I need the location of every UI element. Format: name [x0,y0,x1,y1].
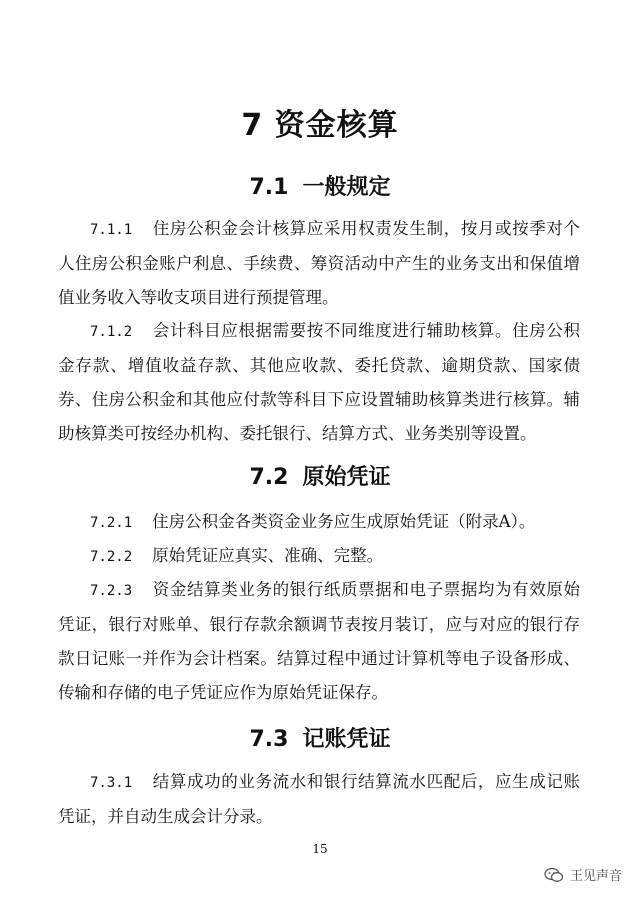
section-title-text: 原始凭证 [302,465,391,490]
section-number: 7.3 [249,727,289,752]
section-title-7-3 [0,722,640,753]
clause-number: 7.1.1 [90,222,133,238]
chapter-title: 7 资金核算 [241,108,399,143]
paragraph-text: 结算成功的业务流水和银行结算流水匹配后，应生成记账凭证，并自动生成会计分录。 [58,772,580,826]
section-title-text: 记账凭证 [302,727,391,752]
paragraph-text: 原始凭证应真实、准确、完整。 [152,546,384,565]
section-title-text: 一般规定 [302,175,391,200]
paragraph-7-2-1 [58,505,580,540]
clause-number: 7.1.2 [90,324,133,340]
section-title-7-1 [0,170,640,201]
paragraph-7-1-2 [58,314,580,451]
paragraph-text: 会计科目应根据需要按不同维度进行辅助核算。住房公积金存款、增值收益存款、其他应收款、委托贷款、逾期贷款、国家债券、住房公积金和其他应付款等科目下应设置辅助核算类进行核算。辅助核算类可按经办机构、委托银行、结算方式、业务类别等设置。 [58,321,580,443]
paragraph-text: 资金结算类业务的银行纸质票据和电子票据均为有效原始凭证，银行对账单、银行存款余额调节表按月装订，应与对应的银行存款日记账一并作为会计档案。结算过程中通过计算机等电子设备形成、传输和存储的电子凭证应作为原始凭证保存。 [58,580,580,702]
clause-number: 7.2.1 [90,515,133,531]
clause-number: 7.2.3 [90,583,133,599]
page-number: 15 [312,842,328,856]
section-number: 7.1 [249,175,289,200]
paragraph-7-1-1 [58,212,580,315]
paragraph-7-2-3 [58,573,580,710]
wechat-icon [544,867,564,883]
clause-number: 7.2.2 [90,549,133,565]
paragraph-text: 住房公积金会计核算应采用权责发生制，按月或按季对个人住房公积金账户利息、手续费、筹资活动中产生的业务支出和保值增值业务收入等收支项目进行预提管理。 [58,219,580,307]
clause-number: 7.3.1 [90,775,133,791]
paragraph-7-3-1 [58,765,580,834]
section-title-7-2 [0,460,640,491]
section-number: 7.2 [249,465,289,490]
watermark [544,865,622,884]
paragraph-7-2-2 [58,539,580,574]
paragraph-text: 住房公积金各类资金业务应生成原始凭证（附录A）。 [152,512,536,531]
watermark-text: 王见声音 [569,869,622,884]
